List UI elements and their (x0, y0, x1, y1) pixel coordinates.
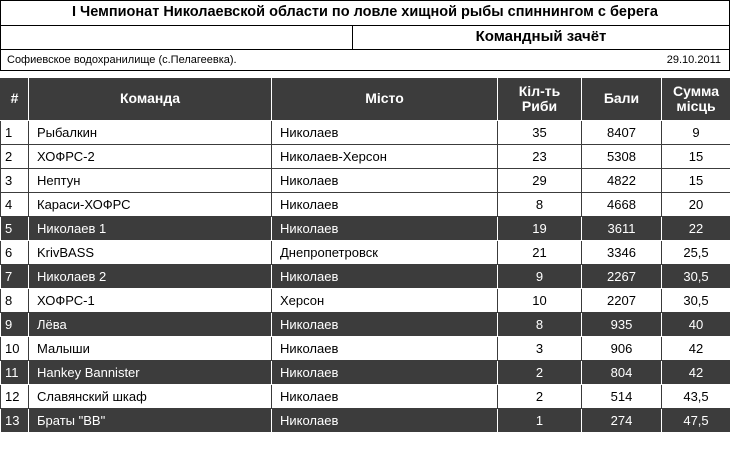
cell-number: 12 (1, 385, 29, 409)
cell-number: 5 (1, 217, 29, 241)
cell-number: 8 (1, 289, 29, 313)
cell-number: 6 (1, 241, 29, 265)
cell-city: Николаев (272, 193, 498, 217)
cell-number: 7 (1, 265, 29, 289)
cell-city: Николаев (272, 121, 498, 145)
cell-fish: 8 (498, 193, 582, 217)
cell-fish: 3 (498, 337, 582, 361)
cell-number: 1 (1, 121, 29, 145)
cell-fish: 1 (498, 409, 582, 433)
cell-sum: 30,5 (662, 265, 730, 289)
table-row (1, 265, 730, 289)
cell-points: 274 (582, 409, 662, 433)
cell-team: Караси-ХОФРС (29, 193, 272, 217)
place-date-row (1, 50, 729, 71)
cell-team: Hankey Bannister (29, 361, 272, 385)
table-row (1, 121, 730, 145)
cell-team: Браты "ВВ" (29, 409, 272, 433)
table-head (1, 77, 730, 121)
cell-points: 3346 (582, 241, 662, 265)
cell-sum: 9 (662, 121, 730, 145)
cell-fish: 35 (498, 121, 582, 145)
table-row (1, 241, 730, 265)
subtitle-spacer-cell (1, 26, 353, 50)
table-row (1, 289, 730, 313)
cell-sum: 20 (662, 193, 730, 217)
document-header (0, 0, 730, 71)
cell-number: 9 (1, 313, 29, 337)
subtitle-row (1, 26, 729, 50)
cell-city: Херсон (272, 289, 498, 313)
cell-fish: 2 (498, 361, 582, 385)
cell-points: 2267 (582, 265, 662, 289)
cell-points: 8407 (582, 121, 662, 145)
table-row (1, 217, 730, 241)
cell-city: Николаев (272, 361, 498, 385)
cell-city: Николаев (272, 337, 498, 361)
cell-sum: 40 (662, 313, 730, 337)
cell-team: KrivBASS (29, 241, 272, 265)
table-row (1, 337, 730, 361)
cell-team: Николаев 1 (29, 217, 272, 241)
cell-points: 935 (582, 313, 662, 337)
cell-fish: 9 (498, 265, 582, 289)
column-header-number: # (1, 77, 29, 121)
cell-sum: 15 (662, 145, 730, 169)
cell-city: Днепропетровск (272, 241, 498, 265)
cell-number: 11 (1, 361, 29, 385)
cell-points: 2207 (582, 289, 662, 313)
cell-points: 3611 (582, 217, 662, 241)
event-date: 29.10.2011 (666, 53, 721, 66)
table-row (1, 169, 730, 193)
cell-fish: 29 (498, 169, 582, 193)
cell-fish: 23 (498, 145, 582, 169)
cell-points: 804 (582, 361, 662, 385)
cell-number: 2 (1, 145, 29, 169)
page-title: I Чемпионат Николаевской области по ловле хищной рыбы спиннингом с берега (1, 1, 729, 26)
column-header-fish-count: Кіл-ть Риби (498, 77, 582, 121)
column-header-team: Команда (29, 77, 272, 121)
cell-team: Рыбалкин (29, 121, 272, 145)
cell-team: Николаев 2 (29, 265, 272, 289)
cell-city: Николаев-Херсон (272, 145, 498, 169)
cell-sum: 47,5 (662, 409, 730, 433)
cell-sum: 22 (662, 217, 730, 241)
table-row (1, 313, 730, 337)
cell-sum: 30,5 (662, 289, 730, 313)
cell-sum: 43,5 (662, 385, 730, 409)
table-body (1, 121, 730, 433)
table-row (1, 145, 730, 169)
column-header-points: Бали (582, 77, 662, 121)
cell-sum: 25,5 (662, 241, 730, 265)
cell-fish: 8 (498, 313, 582, 337)
cell-fish: 2 (498, 385, 582, 409)
column-header-sum-places: Сумма місць (662, 77, 730, 121)
title-row (1, 1, 729, 26)
cell-points: 5308 (582, 145, 662, 169)
cell-city: Николаев (272, 313, 498, 337)
results-table (0, 77, 730, 434)
cell-team: Нептун (29, 169, 272, 193)
cell-team: ХОФРС-1 (29, 289, 272, 313)
cell-number: 10 (1, 337, 29, 361)
cell-points: 514 (582, 385, 662, 409)
cell-team: ХОФРС-2 (29, 145, 272, 169)
cell-city: Николаев (272, 385, 498, 409)
cell-number: 3 (1, 169, 29, 193)
cell-city: Николаев (272, 265, 498, 289)
table-row (1, 361, 730, 385)
cell-city: Николаев (272, 409, 498, 433)
cell-number: 13 (1, 409, 29, 433)
cell-number: 4 (1, 193, 29, 217)
cell-fish: 21 (498, 241, 582, 265)
table-row (1, 193, 730, 217)
cell-points: 4822 (582, 169, 662, 193)
cell-team: Лёва (29, 313, 272, 337)
cell-city: Николаев (272, 169, 498, 193)
table-row (1, 385, 730, 409)
column-header-city: Місто (272, 77, 498, 121)
cell-points: 4668 (582, 193, 662, 217)
page-subtitle: Командный зачёт (353, 26, 729, 50)
cell-sum: 15 (662, 169, 730, 193)
cell-fish: 19 (498, 217, 582, 241)
venue-text: Софиевское водохранилище (с.Пелагеевка). (7, 53, 237, 66)
cell-team: Малыши (29, 337, 272, 361)
table-header-row (1, 77, 730, 121)
cell-city: Николаев (272, 217, 498, 241)
cell-team: Славянский шкаф (29, 385, 272, 409)
cell-fish: 10 (498, 289, 582, 313)
cell-points: 906 (582, 337, 662, 361)
cell-sum: 42 (662, 361, 730, 385)
table-row (1, 409, 730, 433)
cell-sum: 42 (662, 337, 730, 361)
